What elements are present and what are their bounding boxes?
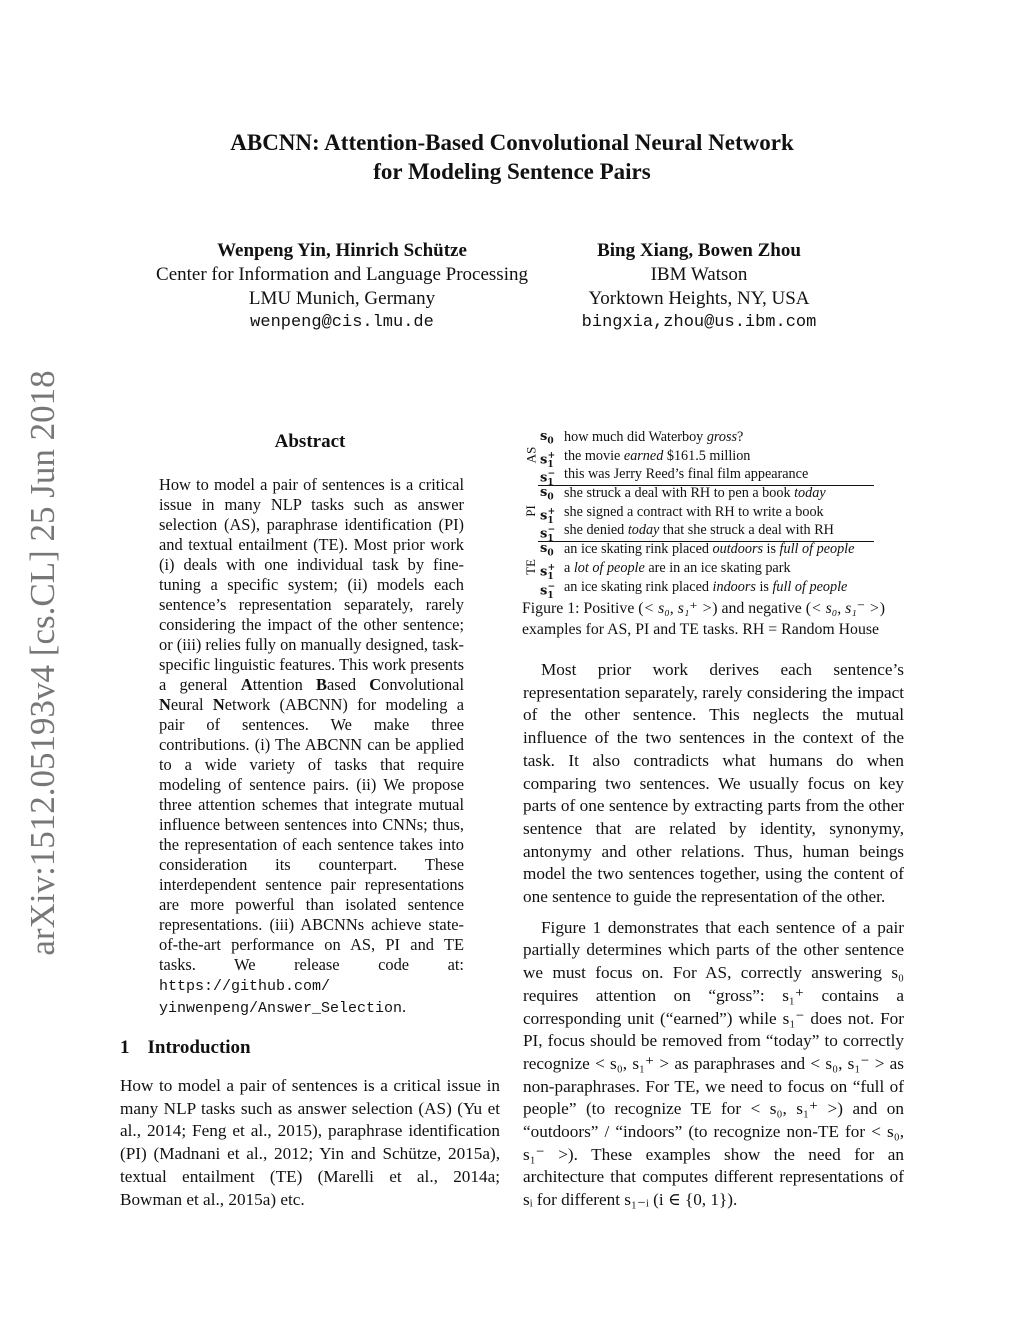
author-email[interactable]: bingxia,zhou@us.ibm.com <box>581 313 817 332</box>
sentence-symbol: $s_1^-$ <box>540 469 556 489</box>
sentence-symbol: $s_1^+$ <box>540 562 556 582</box>
caption-text: Figure 1: Positive ( <box>522 600 644 617</box>
author-affiliation: IBM Watson <box>650 264 748 285</box>
figure-1-caption <box>522 598 906 640</box>
figure-row <box>522 503 874 526</box>
example-sentence: she struck a deal with RH to pen a book today <box>564 485 826 502</box>
author-names: Bing Xiang, Bowen Zhou <box>597 240 801 261</box>
code-link[interactable]: https://github.com/ yinwenpeng/Answer_Selection <box>159 978 403 1017</box>
title-line-2: for Modeling Sentence Pairs <box>373 159 651 184</box>
author-email[interactable]: wenpeng@cis.lmu.de <box>250 313 434 332</box>
sentence-symbol: $s_0$ <box>540 541 554 559</box>
abstract-text: ttention <box>252 675 317 694</box>
group-label: AS <box>523 446 538 464</box>
figure-row <box>522 540 874 559</box>
right-column-text <box>523 659 904 1212</box>
example-sentence: the movie earned $161.5 million <box>564 447 751 464</box>
figure-group-te <box>522 540 874 601</box>
caption-text: ) and negative ( <box>712 600 811 617</box>
arxiv-stamp: arXiv:1512.05193v4 [cs.CL] 25 Jun 2018 <box>23 370 62 956</box>
figure-group-as <box>522 428 874 489</box>
example-sentence: this was Jerry Reed’s final film appearance <box>564 466 809 483</box>
author-affiliation: Center for Information and Language Processing <box>156 264 528 285</box>
acronym-letter: N <box>212 695 225 714</box>
example-sentence: she denied today that she struck a deal with RH <box>564 522 834 539</box>
section-number: 1 <box>120 1037 130 1058</box>
author-location: Yorktown Heights, NY, USA <box>588 288 810 309</box>
abstract-text: eural <box>170 695 213 714</box>
sentence-symbol: $s_1^-$ <box>540 525 556 545</box>
figure-row <box>522 484 874 503</box>
acronym-letter: B <box>316 675 327 694</box>
section-title: Introduction <box>147 1037 251 1058</box>
figure-row <box>522 521 874 545</box>
title-line-1: ABCNN: Attention-Based Convolutional Neural Network <box>230 130 794 155</box>
author-names: Wenpeng Yin, Hinrich Schütze <box>217 240 467 261</box>
figure-row <box>522 447 874 470</box>
example-sentence: a lot of people are in an ice skating park <box>564 559 791 576</box>
sentence-symbol: $s_1^+$ <box>540 506 556 526</box>
acronym-letter: A <box>240 675 253 694</box>
example-sentence: an ice skating rink placed outdoors is full of people <box>564 541 855 558</box>
figure-group-pi <box>522 484 874 545</box>
right-para-1: Most prior work derives each sentence’s representation separately, rarely considering the impact of the other sentence. This neglects the mutual influence of the two sentences in the context of the task. It also contradicts what humans do when comparing two sentences. We usually focus on key parts of one sentence by extracting parts from the other sentence that are related by identity, synonymy, antonymy and other relations. Thus, human beings model the two sentences together, using the content of one sentence to guide the representation of the other. <box>523 660 904 907</box>
section-heading <box>120 1037 269 1059</box>
acronym-letter: N <box>159 695 171 714</box>
figure-row <box>522 428 874 447</box>
figure-row <box>522 578 874 601</box>
intro-para-1: How to model a pair of sentences is a critical issue in many NLP tasks such as answer selection (AS) (Yu et al., 2014; Feng et al., 2015), paraphrase identification (PI) (Madnani et al., 2012; Yin and Schütze, 2015a), textual entailment (TE) (Marelli et al., 2014a; Bowman et al., 2015a) etc. <box>120 1076 500 1209</box>
author-block-1 <box>120 239 564 335</box>
figure-row <box>522 559 874 582</box>
example-sentence: an ice skating rink placed indoors is full of people <box>564 578 848 595</box>
caption-positive-pair: < s₀, s₁⁺ > <box>643 600 713 617</box>
group-label: PI <box>523 505 538 517</box>
author-block-2 <box>540 239 858 335</box>
intro-paragraph <box>120 1075 500 1211</box>
example-sentence: how much did Waterboy gross? <box>564 429 744 445</box>
author-location: LMU Munich, Germany <box>248 288 436 309</box>
abstract-text: onvolutional <box>381 675 464 694</box>
right-para-2: Figure 1 demonstrates that each sentence of a pair partially determines which parts of the other sentence we must focus on. For AS, correctly answering s₀ requires attention on “gross”: s₁⁺ contains a corresponding unit (“earned”) while s₁⁻ does not. For PI, focus should be removed from “today” to correctly recognize < s₀, s₁⁺ > as paraphrases and < s₀, s₁⁻ > as non-paraphrases. For TE, we need to focus on “full of people” (to recognize TE for < s₀, s₁⁺ >) and on “outdoors” / “indoors” (to recognize non-TE for < s₀, s₁⁻ >). These examples show the need for an architecture that computes different representations of sᵢ for different s₁₋ᵢ (i ∈ {0, 1}). <box>523 917 904 1210</box>
abstract-end: . <box>402 997 407 1016</box>
example-sentence: she signed a contract with RH to write a book <box>564 503 824 520</box>
abstract-text: etwork (ABCNN) for modeling a pair of sentences. We make three contributions. (i) The ABCNN can be applied to a wide variety of tasks that require modeling of sentence pairs. (ii) We propose three attention schemes that integrate mutual influence between sentences into CNNs; thus, the representation of each sentence takes into consideration its counterpart. These interdependent sentence pair representations are more powerful than isolated sentence representations. (iii) ABCNNs achieve state-of-the-art performance on AS, PI and TE tasks. We release code at: <box>159 695 464 974</box>
abstract-text: ased <box>326 675 370 694</box>
abstract-heading: Abstract <box>274 431 346 452</box>
acronym-letter: C <box>369 675 382 694</box>
abstract-text-a: How to model a pair of sentences is a critical issue in many NLP tasks such as answer selection (AS), paraphrase identification (PI) and textual entailment (TE). Most prior work (i) deals with one individual task by fine-tuning a specific system; (ii) models each sentence’s representation separately, rarely considering the impact of the other sentence; or (iii) relies fully on manually designed, task-specific linguistic features. This work presents a general <box>159 475 464 694</box>
abstract-body <box>159 475 464 1019</box>
sentence-symbol: $s_0$ <box>540 485 554 503</box>
caption-negative-pair: < s₀, s₁⁻ > <box>810 600 880 617</box>
sentence-symbol: $s_1^+$ <box>540 450 556 470</box>
group-label: TE <box>522 559 538 576</box>
caption-text: ) examples for AS, PI and TE tasks. RH = Random House <box>522 600 885 638</box>
figure-row <box>522 465 874 489</box>
sentence-symbol: $s_0$ <box>540 429 554 447</box>
paper-title <box>0 128 1024 186</box>
sentence-symbol: $s_1^-$ <box>540 581 556 601</box>
